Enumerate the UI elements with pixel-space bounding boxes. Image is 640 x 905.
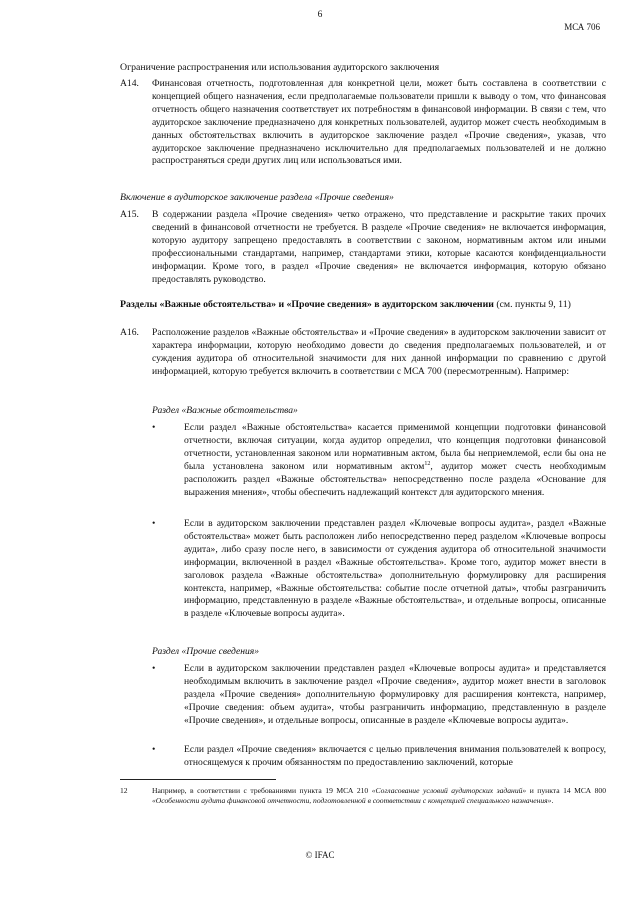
paragraph-number: A14. <box>120 78 139 89</box>
section-title-emphasis-other <box>120 298 606 311</box>
bullet-icon: • <box>152 422 156 433</box>
section-title-reference: (см. пункты 9, 11) <box>493 299 571 310</box>
paragraph-number: A16. <box>120 327 139 338</box>
paragraph-a15 <box>120 209 606 286</box>
bullet-item <box>152 518 606 621</box>
paragraph-a16 <box>120 327 606 379</box>
paragraph-text: В содержании раздела «Прочие сведения» четко отражено, что представление и раскрытие таких прочих сведений в финансовой отчетности не требуется. В разделе «Прочие сведения» не включается информация, которую аудитору запрещено предоставлять в соответствии с законом, нормативным актом или иными профессиональными стандартами, например, стандартами этики, которые касаются конфиденциальности информации. Кроме того, в раздел «Прочие сведения» не включается информация, которую обязано предоставлять руководство. <box>152 209 606 285</box>
bullet-text: Если в аудиторском заключении представлен раздел «Ключевые вопросы аудита» и представляется необходимым включить в заключение раздел «Прочие сведения», аудитор может внести в заголовок раздела «Прочие сведения» дополнительную формулировку для расширения контекста, например, «Прочие сведения: объем аудита», чтобы разграничить информацию, представленную в разделе «Прочие сведения», и отдельные вопросы, описанные в разделе «Ключевые вопросы аудита». <box>184 663 606 726</box>
bullet-text: Если раздел «Прочие сведения» включается с целью привлечения внимания пользователей к вопросу, относящемуся к прочим обязанностям по предоставлению заключений, которые <box>184 744 606 768</box>
page-number: 6 <box>317 10 323 20</box>
paragraph-a14 <box>120 78 606 168</box>
footnote-divider <box>120 779 276 780</box>
bullet-icon: • <box>152 518 156 529</box>
section-title-other-info: Включение в аудиторское заключение раздела «Прочие сведения» <box>120 192 394 203</box>
bullet-text: Если в аудиторском заключении представлен раздел «Ключевые вопросы аудита», раздел «Важные обстоятельства» может быть расположен либо непосредственно перед разделом «Ключевые вопросы аудита», либо сразу после него, в зависимости от суждения аудитора об относительной значимости информации, включенной в раздел «Важные обстоятельства». Кроме того, аудитор может внести в заголовок раздела «Важные обстоятельства» дополнительную формулировку для расширения контекста, например, «Важные обстоятельства: событие после отчетной даты», чтобы разграничить информацию, представленную в разделе «Важные обстоятельства», и отдельные вопросы, описанные в разделе «Ключевые вопросы аудита». <box>184 518 606 620</box>
bullet-item <box>152 663 606 728</box>
copyright: © IFAC <box>305 850 335 860</box>
paragraph-number: A15. <box>120 209 139 220</box>
footnote-text: Например, в соответствии с требованиями пункта 19 МСА 210 «Согласование условий аудиторских заданий» и пункта 14 МСА 800 «Особенности аудита финансовой отчетности, подготовленной в соответствии с концепцией специального назначения». <box>152 786 606 806</box>
bullet-item <box>152 744 606 770</box>
section-title-restriction: Ограничение распространения или использования аудиторского заключения <box>120 62 440 73</box>
paragraph-text: Финансовая отчетность, подготовленная для конкретной цели, может быть составлена в соответствии с концепцией общего назначения, если предполагаемые пользователи пришли к выводу о том, что финансовая отчетность общего назначения соответствует их потребностям в финансовой информации. В связи с тем, что аудиторское заключение предназначено для конкретных пользователей, аудитор может счесть необходимым в данных обстоятельствах включить в аудиторское заключение раздел «Прочие сведения», указав, что аудиторское заключение предназначено исключительно для предполагаемых пользователей и не должно распространяться среди других лиц или использоваться ими. <box>152 78 606 167</box>
paragraph-text: Расположение разделов «Важные обстоятельства» и «Прочие сведения» в аудиторском заключении зависит от характера информации, которую необходимо довести до сведения предполагаемых пользователей, и от суждения аудитора об относительной значимости для них данной информации по сравнению с другой информацией, которую требуется включить в соответствии с МСА 700 (пересмотренным). Например: <box>152 327 606 377</box>
bullet-item <box>152 422 606 499</box>
subheading-other-info: Раздел «Прочие сведения» <box>152 646 260 657</box>
bullet-icon: • <box>152 744 156 755</box>
footnote-number: 12 <box>120 786 128 795</box>
footnote-ref: 12 <box>424 460 431 467</box>
bullet-text: Если раздел «Важные обстоятельства» касается применимой концепции подготовки финансовой отчетности, включая ситуации, когда аудитор определил, что концепция подготовки финансовой отчетности, установленная законом или нормативным актом, была бы неприемлемой, если бы она не была установлена законом или нормативным актом$^{12}$, аудитор может счесть необходимым расположить раздел «Важные обстоятельства» непосредственно после раздела «Основание для выражения мнения», чтобы обеспечить надлежащий контекст для аудиторского мнения. <box>184 422 606 498</box>
document-code: МСА 706 <box>564 22 600 32</box>
bullet-icon: • <box>152 663 156 674</box>
section-title-bold: Разделы «Важные обстоятельства» и «Прочие сведения» в аудиторском заключении <box>120 299 494 310</box>
subheading-emphasis: Раздел «Важные обстоятельства» <box>152 405 298 416</box>
footnote <box>120 786 606 807</box>
